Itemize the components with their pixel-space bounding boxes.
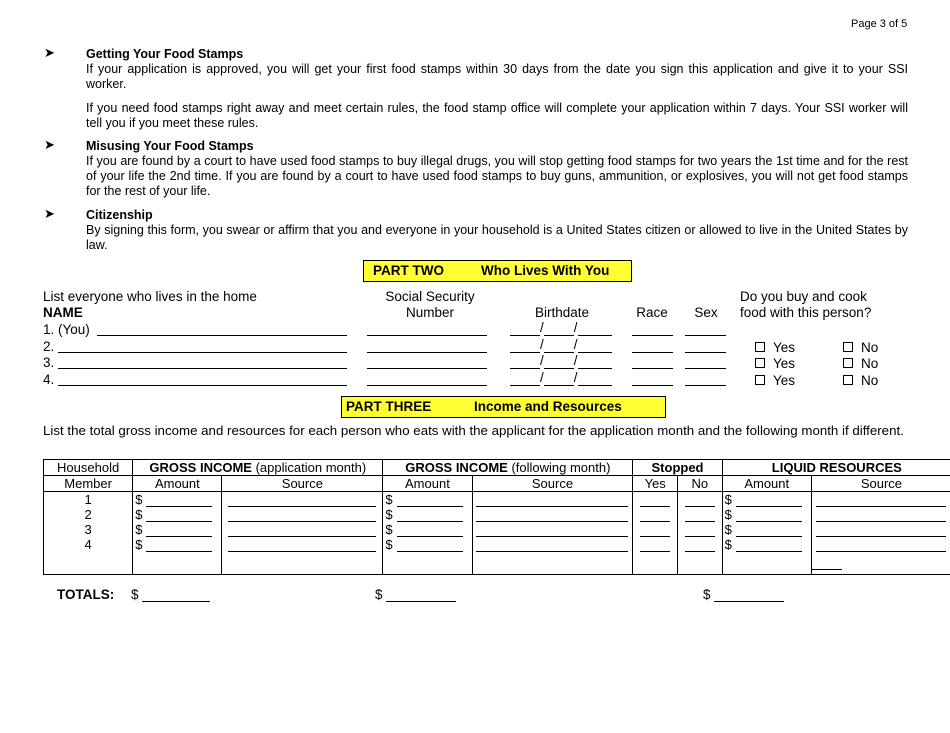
race-input-line[interactable] [632,368,673,369]
stopped-cell[interactable] [678,522,723,537]
ssn-header-number: Number [405,305,454,320]
ssn-input-line[interactable] [367,385,487,386]
member-number: 1 [44,492,133,508]
source-header: Source [811,476,950,492]
liquid-resources-header: LIQUID RESOURCES [722,460,950,476]
amount-cell[interactable]: $ [133,522,222,537]
amount-header: Amount [722,476,811,492]
checkbox-icon [755,375,765,385]
birthdate-input[interactable]: / / [510,320,612,336]
checkbox-icon [843,358,853,368]
stopped-cell[interactable] [678,507,723,522]
amount-cell[interactable]: $ [383,522,472,537]
cook-no-checkbox[interactable]: No [843,340,878,356]
table-row [44,537,950,552]
source-cell[interactable] [811,507,950,522]
checkbox-icon [755,342,765,352]
bullet-arrow-icon: ➤ [44,45,55,60]
amount-cell[interactable]: $ [133,537,222,552]
member-header: Member [44,476,133,492]
race-input-line[interactable] [632,352,673,353]
cook-no-checkbox[interactable]: No [843,373,878,389]
amount-cell[interactable]: $ [722,522,811,537]
page-number: Page 3 of 5 [851,18,908,30]
section-title: Citizenship [86,208,153,222]
sex-input-line[interactable] [685,335,726,336]
source-cell[interactable] [222,537,383,552]
part-three-label: PART THREE [346,399,432,414]
name-header: NAME [43,305,83,320]
household-row-label: 2. [43,339,55,354]
checkbox-icon [843,342,853,352]
amount-cell[interactable]: $ [133,507,222,522]
race-header: Race [636,305,668,320]
member-number: 3 [44,522,133,537]
section-getting-food-stamps [86,47,908,131]
table-header-row [44,460,950,476]
part-two-banner [363,260,632,282]
name-input-line[interactable] [97,335,347,336]
cook-yes-checkbox[interactable]: Yes [755,340,795,356]
name-input-line[interactable] [58,385,347,386]
total-gross-following[interactable]: $ [375,587,456,602]
yes-header: Yes [633,476,678,492]
member-number: 4 [44,537,133,552]
stopped-cell[interactable] [633,507,678,522]
gross-income-app-header: GROSS INCOME (application month) [133,460,383,476]
table-row [44,507,950,522]
stopped-cell[interactable] [633,537,678,552]
amount-cell[interactable]: $ [383,537,472,552]
name-input-line[interactable] [58,352,347,353]
part-two-title: Who Lives With You [481,263,610,278]
amount-cell[interactable]: $ [722,492,811,508]
stopped-cell[interactable] [678,492,723,508]
section-misusing-food-stamps [86,139,908,199]
birthdate-input[interactable]: / / [510,337,612,353]
section-paragraph: If you need food stamps right away and meet certain rules, the food stamp office will complete your application within 7 days. Your SSI worker will tell you if you meet these rules. [86,101,908,130]
ssn-input-line[interactable] [367,352,487,353]
source-cell[interactable] [472,537,633,552]
source-cell[interactable] [472,522,633,537]
source-cell[interactable] [811,492,950,508]
race-input-line[interactable] [632,335,673,336]
ssn-header: Social Security [385,289,475,304]
birthdate-header: Birthdate [534,305,590,320]
table-row [44,522,950,537]
section-title: Getting Your Food Stamps [86,47,244,61]
cook-yes-checkbox[interactable]: Yes [755,356,795,372]
name-input-line[interactable] [58,368,347,369]
source-cell[interactable] [811,522,950,537]
income-table-body [44,492,950,575]
amount-cell[interactable]: $ [133,492,222,508]
amount-cell[interactable]: $ [722,507,811,522]
table-row [44,552,950,574]
section-paragraph: By signing this form, you swear or affirm that you and everyone in your household is a United States citizen or allowed to live in the United States by law. [86,223,908,252]
source-header: Source [472,476,633,492]
source-cell[interactable] [472,507,633,522]
source-cell[interactable] [222,492,383,508]
section-citizenship [86,208,908,253]
amount-cell[interactable]: $ [383,492,472,508]
part-three-banner [341,396,666,418]
source-cell[interactable] [472,492,633,508]
total-gross-app[interactable]: $ [131,587,210,602]
birthdate-input[interactable]: / / [510,353,612,369]
section-paragraph: If your application is approved, you will get your first food stamps within 30 days from the date you sign this application and give it to your SSI worker. [86,62,908,91]
birthdate-input[interactable]: / / [510,370,612,386]
bullet-arrow-icon: ➤ [44,137,55,152]
part-three-instruction: List the total gross income and resources for each person who eats with the applicant for the application month and the following month if different. [43,423,904,438]
sex-input-line[interactable] [685,368,726,369]
household-row-label: 1. (You) [43,322,90,337]
income-table [43,459,950,575]
total-liquid-resources[interactable]: $ [703,587,784,602]
household-row-label: 3. [43,355,55,370]
table-subheader-row [44,476,950,492]
totals-label: TOTALS: [57,587,115,602]
amount-cell[interactable]: $ [383,507,472,522]
cook-header: Do you buy and cook [740,289,867,304]
sex-input-line[interactable] [685,352,726,353]
amount-header: Amount [133,476,222,492]
amount-cell[interactable]: $ [722,537,811,552]
stopped-cell[interactable] [633,492,678,508]
stopped-header: Stopped [633,460,722,476]
source-cell[interactable] [222,507,383,522]
section-title: Misusing Your Food Stamps [86,139,254,153]
amount-header: Amount [383,476,472,492]
source-cell[interactable] [222,522,383,537]
source-cell[interactable] [811,537,950,552]
no-header: No [678,476,723,492]
household-header: Household [44,460,133,476]
list-instruction: List everyone who lives in the home [43,289,257,304]
checkbox-icon [755,358,765,368]
member-number: 2 [44,507,133,522]
table-row [44,492,950,508]
sex-input-line[interactable] [685,385,726,386]
source-header: Source [222,476,383,492]
stopped-cell[interactable] [678,537,723,552]
ssn-input-line[interactable] [367,368,487,369]
race-input-line[interactable] [632,385,673,386]
gross-income-following-header: GROSS INCOME (following month) [383,460,633,476]
bullet-arrow-icon: ➤ [44,206,55,221]
part-two-label: PART TWO [373,263,444,278]
household-row-label: 4. [43,372,55,387]
section-paragraph: If you are found by a court to have used food stamps to buy illegal drugs, you will stop getting food stamps for two years the 1st time and for the rest of your life the 2nd time. If you are found by a court to have used food stamps to buy guns, ammunition, or explosives, you will not get food stamps for the rest of your life. [86,154,908,198]
cook-yes-checkbox[interactable]: Yes [755,373,795,389]
ssn-input-line[interactable] [367,335,487,336]
part-three-title: Income and Resources [474,399,622,414]
cook-header-2: food with this person? [740,305,872,320]
cook-no-checkbox[interactable]: No [843,356,878,372]
sex-header: Sex [694,305,718,320]
checkbox-icon [843,375,853,385]
stopped-cell[interactable] [633,522,678,537]
